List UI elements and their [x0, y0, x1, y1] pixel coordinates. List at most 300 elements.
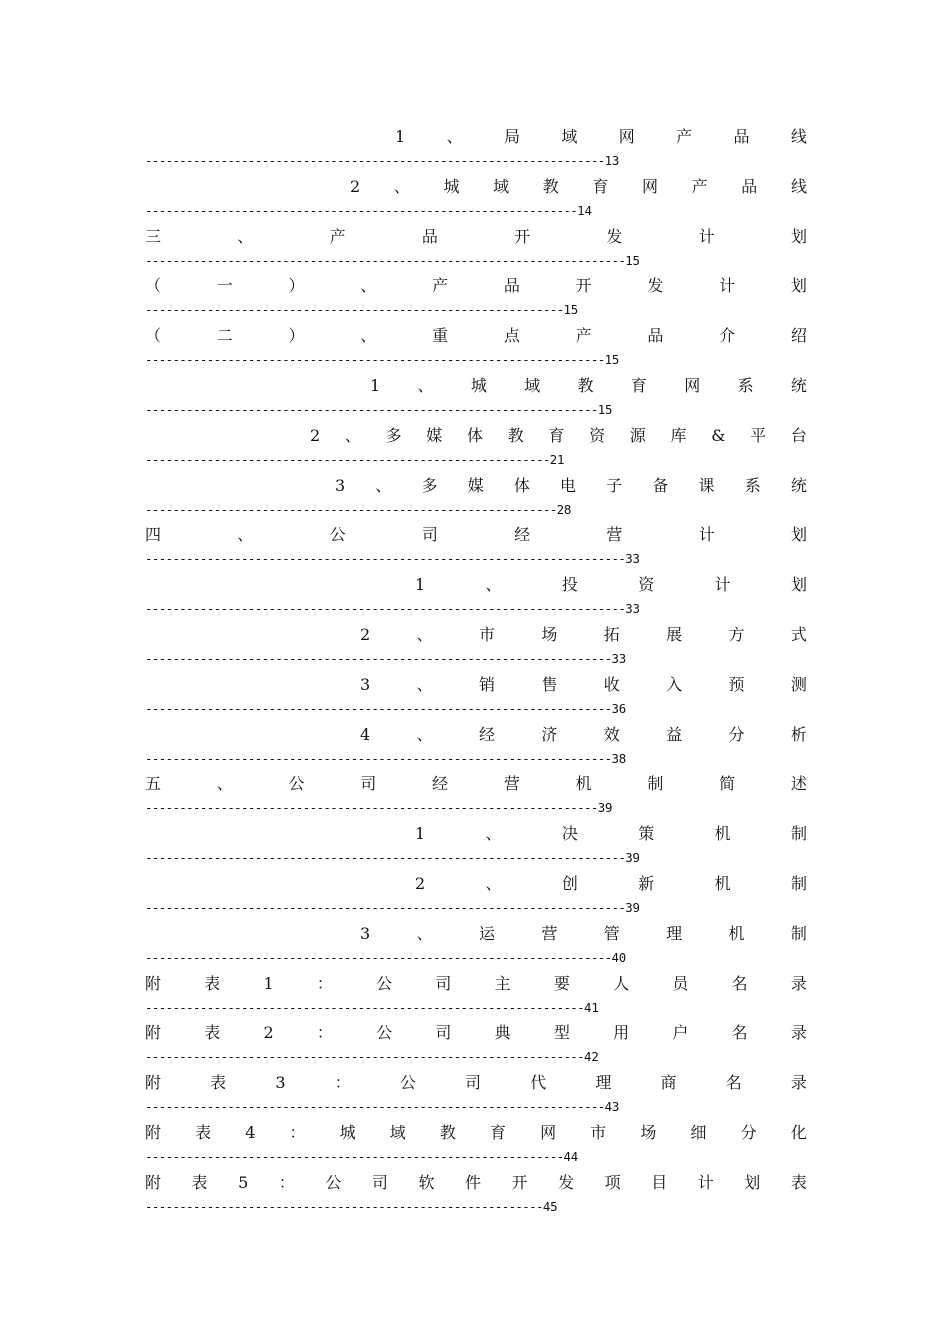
toc-entry-title — [145, 224, 807, 250]
toc-title-char: 台 — [790, 425, 807, 445]
page-number: 15 — [597, 401, 613, 417]
toc-title-char: 多 — [421, 475, 438, 495]
toc-title-char: 录 — [790, 973, 807, 993]
toc-leader-line — [145, 548, 807, 570]
toc-title-char: 备 — [652, 475, 669, 495]
toc-leader-line — [145, 648, 807, 670]
toc-title-char: 教 — [577, 375, 594, 395]
toc-title-char: 、 — [485, 873, 502, 893]
toc-title-char: 线 — [790, 176, 807, 196]
toc-title-char: 机 — [728, 923, 745, 943]
toc-title-char: 理 — [595, 1073, 612, 1093]
toc-title-char: 公 — [329, 525, 346, 545]
page-number: 33 — [625, 601, 640, 617]
toc-entry-title — [145, 821, 807, 847]
toc-entry[interactable] — [145, 473, 807, 523]
toc-title-char: 售 — [541, 674, 558, 694]
toc-title-char: 效 — [603, 724, 620, 744]
toc-title-char: 平 — [750, 425, 767, 445]
toc-title-char: 表 — [210, 1073, 227, 1093]
toc-title-char: 录 — [790, 1023, 807, 1043]
toc-title-char: 划 — [790, 276, 807, 296]
page-number: 13 — [604, 153, 620, 168]
toc-title-char: （ — [145, 276, 162, 296]
toc-entry[interactable] — [145, 423, 807, 473]
toc-title-char: 划 — [790, 575, 807, 595]
toc-title-char: 公 — [288, 774, 305, 794]
toc-title-char: 公 — [399, 1073, 416, 1093]
toc-title-char: 开 — [575, 276, 592, 296]
toc-title-char: 项 — [604, 1172, 621, 1192]
page-number: 15 — [563, 302, 579, 318]
toc-title-char: ： — [278, 1172, 295, 1192]
toc-title-char: 拓 — [603, 624, 620, 644]
page-number: 15 — [625, 252, 640, 268]
toc-entry-title — [145, 871, 807, 897]
toc-title-char: 育 — [592, 176, 609, 196]
toc-title-char: 库 — [670, 425, 687, 445]
toc-title-char: 附 — [145, 1122, 162, 1142]
toc-entry[interactable] — [145, 722, 807, 772]
toc-entry-title — [145, 1120, 807, 1146]
toc-entry-title — [145, 373, 807, 399]
toc-entry[interactable] — [145, 672, 807, 722]
toc-title-char: 公 — [325, 1172, 342, 1192]
toc-title-char: 表 — [790, 1172, 807, 1192]
toc-title-char: 司 — [435, 1023, 452, 1043]
toc-title-char: 制 — [647, 774, 664, 794]
toc-title-char: 目 — [651, 1172, 668, 1192]
toc-entry[interactable] — [145, 174, 807, 224]
toc-title-char: 经 — [478, 724, 495, 744]
toc-entry[interactable] — [145, 522, 807, 572]
toc-title-char: 、 — [485, 575, 502, 595]
page-number: 15 — [604, 352, 620, 368]
toc-entry[interactable] — [145, 1020, 807, 1070]
toc-entry-title — [145, 1020, 807, 1046]
toc-title-char: 、 — [344, 425, 361, 445]
toc-title-char: 分 — [728, 724, 745, 744]
toc-title-char: 述 — [790, 774, 807, 794]
toc-title-char: 人 — [613, 973, 630, 993]
toc-title-char: 3 — [360, 674, 371, 694]
toc-entry[interactable] — [145, 771, 807, 821]
toc-title-char: 计 — [714, 575, 731, 595]
toc-title-char: 品 — [647, 326, 664, 346]
toc-leader-line — [145, 399, 807, 421]
toc-leader-line — [145, 250, 807, 272]
toc-title-char: 开 — [511, 1172, 528, 1192]
toc-title-char: 代 — [530, 1073, 547, 1093]
toc-title-char: 城 — [470, 375, 487, 395]
page-number: 39 — [597, 800, 613, 816]
toc-title-char: 简 — [719, 774, 736, 794]
page-number: 14 — [577, 202, 592, 218]
toc-title-char: 新 — [638, 873, 655, 893]
toc-title-char: 域 — [524, 375, 541, 395]
toc-entry[interactable] — [145, 921, 807, 971]
page-number: 41 — [584, 999, 599, 1015]
toc-title-char: 式 — [790, 624, 807, 644]
toc-title-char: 统 — [790, 375, 807, 395]
toc-leader-line — [145, 299, 807, 321]
toc-entry[interactable] — [145, 124, 807, 174]
leader-dashes: ------------------------------------------------------------- — [145, 1148, 564, 1164]
page-number: 28 — [556, 501, 572, 517]
toc-entry[interactable] — [145, 871, 807, 921]
toc-title-char: 司 — [371, 1172, 388, 1192]
toc-title-char: 、 — [416, 674, 433, 694]
toc-title-char: 收 — [603, 674, 620, 694]
toc-title-char: 育 — [490, 1122, 507, 1142]
toc-title-char: 教 — [542, 176, 559, 196]
toc-entry[interactable] — [145, 1120, 807, 1170]
toc-leader-line — [145, 598, 807, 620]
toc-leader-line — [145, 200, 807, 222]
toc-entry-title — [145, 1070, 807, 1096]
toc-title-char: 销 — [478, 674, 495, 694]
toc-title-char: 发 — [647, 276, 664, 296]
leader-dashes: ------------------------------------------------------------------ — [145, 401, 598, 417]
toc-entry-title — [145, 323, 807, 349]
toc-title-char: 1 — [263, 973, 274, 993]
toc-title-char: 测 — [790, 674, 807, 694]
toc-title-char: 型 — [553, 1023, 570, 1043]
leader-dashes: ---------------------------------------------------------------------- — [145, 601, 626, 617]
leader-dashes: ---------------------------------------------------------------------- — [145, 850, 626, 866]
leader-dashes: ---------------------------------------------------------------- — [145, 999, 585, 1015]
toc-title-char: ： — [289, 1122, 306, 1142]
toc-title-char: ： — [316, 973, 333, 993]
toc-title-char: 媒 — [467, 475, 484, 495]
toc-title-char: 产 — [575, 326, 592, 346]
toc-title-char: 益 — [666, 724, 683, 744]
leader-dashes: --------------------------------------------------------------- — [145, 202, 578, 218]
toc-title-char: 、 — [416, 724, 433, 744]
toc-entry[interactable] — [145, 572, 807, 622]
toc-title-char: ） — [288, 326, 305, 346]
toc-leader-line — [145, 449, 807, 471]
toc-title-char: 资 — [589, 425, 606, 445]
page-number: 43 — [604, 1099, 620, 1115]
toc-title-char: 计 — [698, 525, 715, 545]
toc-leader-line — [145, 1096, 807, 1118]
toc-title-char: 、 — [375, 475, 392, 495]
toc-title-char: 计 — [698, 226, 715, 246]
toc-title-char: 3 — [360, 923, 371, 943]
toc-title-char: 户 — [672, 1023, 689, 1043]
toc-entry[interactable] — [145, 224, 807, 274]
toc-title-char: 划 — [790, 226, 807, 246]
leader-dashes: ------------------------------------------------------------- — [145, 302, 564, 318]
toc-title-char: 产 — [329, 226, 346, 246]
toc-leader-line — [145, 150, 807, 172]
toc-title-char: 育 — [548, 425, 565, 445]
page-number: 40 — [611, 949, 627, 965]
toc-title-char: 发 — [558, 1172, 575, 1192]
leader-dashes: ------------------------------------------------------------------- — [145, 153, 605, 168]
toc-title-char: 要 — [553, 973, 570, 993]
toc-title-char: 公 — [376, 973, 393, 993]
toc-title-char: 1 — [415, 824, 426, 844]
toc-entry-title — [145, 921, 807, 947]
table-of-contents — [145, 124, 807, 1220]
toc-title-char: ： — [316, 1023, 333, 1043]
toc-title-char: 附 — [145, 1073, 162, 1093]
toc-title-char: 网 — [684, 375, 701, 395]
toc-title-char: 划 — [744, 1172, 761, 1192]
toc-title-char: 典 — [494, 1023, 511, 1043]
toc-title-char: 产 — [691, 176, 708, 196]
toc-title-char: 、 — [485, 824, 502, 844]
leader-dashes: ---------------------------------------------------------------- — [145, 1049, 585, 1065]
leader-dashes: -------------------------------------------------------------------- — [145, 650, 612, 666]
toc-title-char: 课 — [698, 475, 715, 495]
toc-title-char: 预 — [728, 674, 745, 694]
toc-title-char: 、 — [360, 326, 377, 346]
toc-title-char: 司 — [360, 774, 377, 794]
leader-dashes: ------------------------------------------------------------ — [145, 501, 557, 517]
page-number: 42 — [584, 1049, 599, 1065]
toc-title-char: 四 — [145, 525, 162, 545]
toc-title-char: 名 — [725, 1073, 742, 1093]
toc-title-char: 五 — [145, 774, 162, 794]
toc-title-char: 投 — [561, 575, 578, 595]
toc-title-char: 体 — [513, 475, 530, 495]
toc-title-char: 教 — [507, 425, 524, 445]
toc-entry-title — [145, 672, 807, 698]
toc-title-char: 、 — [360, 276, 377, 296]
toc-title-char: 附 — [145, 1023, 162, 1043]
toc-title-char: 附 — [145, 1172, 162, 1192]
toc-leader-line — [145, 897, 807, 919]
toc-title-char: ） — [288, 276, 305, 296]
toc-title-char: 开 — [514, 226, 531, 246]
toc-title-char: 品 — [733, 127, 750, 146]
toc-title-char: 产 — [676, 127, 693, 146]
toc-title-char: 场 — [541, 624, 558, 644]
toc-title-char: 细 — [690, 1122, 707, 1142]
toc-title-char: 育 — [630, 375, 647, 395]
toc-title-char: 2 — [415, 873, 426, 893]
toc-title-char: 城 — [443, 176, 460, 196]
toc-title-char: 决 — [561, 824, 578, 844]
toc-title-char: 4 — [360, 724, 371, 744]
toc-leader-line — [145, 499, 807, 521]
toc-entry-title — [145, 771, 807, 797]
toc-title-char: 经 — [432, 774, 449, 794]
toc-title-char: 、 — [237, 525, 254, 545]
toc-title-char: 3 — [275, 1073, 286, 1093]
toc-title-char: 析 — [790, 724, 807, 744]
toc-title-char: 多 — [385, 425, 402, 445]
toc-title-char: 一 — [216, 276, 233, 296]
toc-title-char: 、 — [416, 923, 433, 943]
leader-dashes: ---------------------------------------------------------- — [145, 1198, 543, 1214]
toc-title-char: 2 — [310, 425, 321, 445]
toc-leader-line — [145, 847, 807, 869]
page-number: 21 — [549, 451, 565, 467]
toc-leader-line — [145, 1196, 807, 1218]
toc-title-char: 用 — [613, 1023, 630, 1043]
toc-title-char: 介 — [719, 326, 736, 346]
toc-title-char: 名 — [731, 973, 748, 993]
page-number: 39 — [625, 850, 640, 866]
toc-entry-title — [145, 423, 807, 449]
toc-entry[interactable] — [145, 821, 807, 871]
toc-title-char: 、 — [237, 226, 254, 246]
toc-title-char: 运 — [478, 923, 495, 943]
toc-entry[interactable] — [145, 1170, 807, 1220]
toc-entry[interactable] — [145, 373, 807, 423]
toc-leader-line — [145, 748, 807, 770]
toc-title-char: 、 — [393, 176, 410, 196]
toc-title-char: 绍 — [790, 326, 807, 346]
toc-leader-line — [145, 947, 807, 969]
toc-title-char: 点 — [503, 326, 520, 346]
toc-title-char: 表 — [204, 1023, 221, 1043]
toc-title-char: 附 — [145, 973, 162, 993]
toc-title-char: 录 — [790, 1073, 807, 1093]
toc-entry-title — [145, 174, 807, 200]
toc-title-char: 制 — [790, 873, 807, 893]
leader-dashes: -------------------------------------------------------------------- — [145, 700, 612, 716]
toc-title-char: 管 — [603, 923, 620, 943]
toc-title-char: 制 — [790, 824, 807, 844]
toc-title-char: 机 — [714, 873, 731, 893]
toc-title-char: 域 — [389, 1122, 406, 1142]
toc-title-char: 表 — [204, 973, 221, 993]
toc-title-char: 经 — [514, 525, 531, 545]
toc-title-char: 司 — [421, 525, 438, 545]
toc-title-char: 电 — [560, 475, 577, 495]
toc-title-char: 名 — [731, 1023, 748, 1043]
toc-title-char: 重 — [432, 326, 449, 346]
page-number: 33 — [625, 551, 640, 567]
toc-title-char: 产 — [432, 276, 449, 296]
toc-title-char: 计 — [719, 276, 736, 296]
toc-title-char: 教 — [439, 1122, 456, 1142]
toc-title-char: 网 — [540, 1122, 557, 1142]
toc-title-char: 机 — [575, 774, 592, 794]
toc-title-char: 1 — [370, 375, 381, 395]
toc-title-char: 品 — [741, 176, 758, 196]
toc-title-char: 展 — [666, 624, 683, 644]
toc-title-char: 1 — [415, 575, 426, 595]
toc-title-char: 市 — [590, 1122, 607, 1142]
leader-dashes: ------------------------------------------------------------------- — [145, 1099, 605, 1115]
toc-title-char: 5 — [238, 1172, 249, 1192]
toc-title-char: 分 — [740, 1122, 757, 1142]
toc-entry-title — [145, 273, 807, 299]
toc-title-char: 表 — [191, 1172, 208, 1192]
toc-title-char: 媒 — [426, 425, 443, 445]
toc-entry[interactable] — [145, 622, 807, 672]
leader-dashes: -------------------------------------------------------------------- — [145, 750, 612, 766]
leader-dashes: ---------------------------------------------------------------------- — [145, 899, 626, 915]
toc-title-char: 划 — [790, 525, 807, 545]
toc-entry-title — [145, 1170, 807, 1196]
toc-title-char: 城 — [339, 1122, 356, 1142]
toc-title-char: 商 — [660, 1073, 677, 1093]
toc-title-char: 子 — [606, 475, 623, 495]
page-number: 38 — [611, 750, 627, 766]
toc-title-char: ： — [334, 1073, 351, 1093]
toc-leader-line — [145, 997, 807, 1019]
toc-entry-title — [145, 522, 807, 548]
toc-title-char: 体 — [466, 425, 483, 445]
toc-title-char: 济 — [541, 724, 558, 744]
page-number: 44 — [563, 1148, 579, 1164]
toc-title-char: 统 — [790, 475, 807, 495]
leader-dashes: ------------------------------------------------------------------- — [145, 352, 605, 368]
toc-title-char: 1 — [395, 127, 406, 146]
toc-entry-title — [145, 124, 807, 150]
toc-title-char: 表 — [195, 1122, 212, 1142]
toc-title-char: 员 — [672, 973, 689, 993]
toc-title-char: 4 — [245, 1122, 256, 1142]
toc-leader-line — [145, 698, 807, 720]
toc-title-char: 2 — [350, 176, 361, 196]
toc-entry[interactable] — [145, 273, 807, 323]
toc-title-char: & — [711, 425, 726, 445]
toc-title-char: 域 — [493, 176, 510, 196]
toc-entry[interactable] — [145, 1070, 807, 1120]
toc-title-char: 营 — [503, 774, 520, 794]
toc-title-char: 计 — [697, 1172, 714, 1192]
toc-entry[interactable] — [145, 971, 807, 1021]
toc-title-char: 件 — [465, 1172, 482, 1192]
toc-title-char: 系 — [744, 475, 761, 495]
toc-title-char: 、 — [446, 127, 463, 146]
toc-title-char: 发 — [606, 226, 623, 246]
toc-leader-line — [145, 1146, 807, 1168]
toc-entry-title — [145, 572, 807, 598]
toc-title-char: 、 — [216, 774, 233, 794]
leader-dashes: ----------------------------------------------------------- — [145, 451, 550, 467]
toc-title-char: 、 — [416, 624, 433, 644]
toc-title-char: 网 — [618, 127, 635, 146]
toc-title-char: 公 — [376, 1023, 393, 1043]
toc-title-char: 司 — [435, 973, 452, 993]
toc-title-char: 营 — [606, 525, 623, 545]
toc-title-char: 主 — [494, 973, 511, 993]
page-number: 45 — [542, 1198, 558, 1214]
toc-title-char: 司 — [465, 1073, 482, 1093]
toc-title-char: 品 — [503, 276, 520, 296]
toc-title-char: 局 — [503, 127, 520, 146]
leader-dashes: -------------------------------------------------------------------- — [145, 949, 612, 965]
toc-title-char: 资 — [638, 575, 655, 595]
toc-title-char: 系 — [737, 375, 754, 395]
toc-entry[interactable] — [145, 323, 807, 373]
toc-leader-line — [145, 1046, 807, 1068]
toc-title-char: 理 — [666, 923, 683, 943]
toc-title-char: 策 — [638, 824, 655, 844]
toc-title-char: 二 — [216, 326, 233, 346]
toc-title-char: 市 — [478, 624, 495, 644]
toc-title-char: 方 — [728, 624, 745, 644]
toc-title-char: 制 — [790, 923, 807, 943]
toc-title-char: 源 — [629, 425, 646, 445]
toc-title-char: （ — [145, 326, 162, 346]
toc-title-char: 线 — [790, 127, 807, 146]
toc-title-char: 入 — [666, 674, 683, 694]
page-number: 33 — [611, 650, 627, 666]
toc-entry-title — [145, 971, 807, 997]
toc-title-char: 域 — [561, 127, 578, 146]
toc-title-char: 品 — [421, 226, 438, 246]
